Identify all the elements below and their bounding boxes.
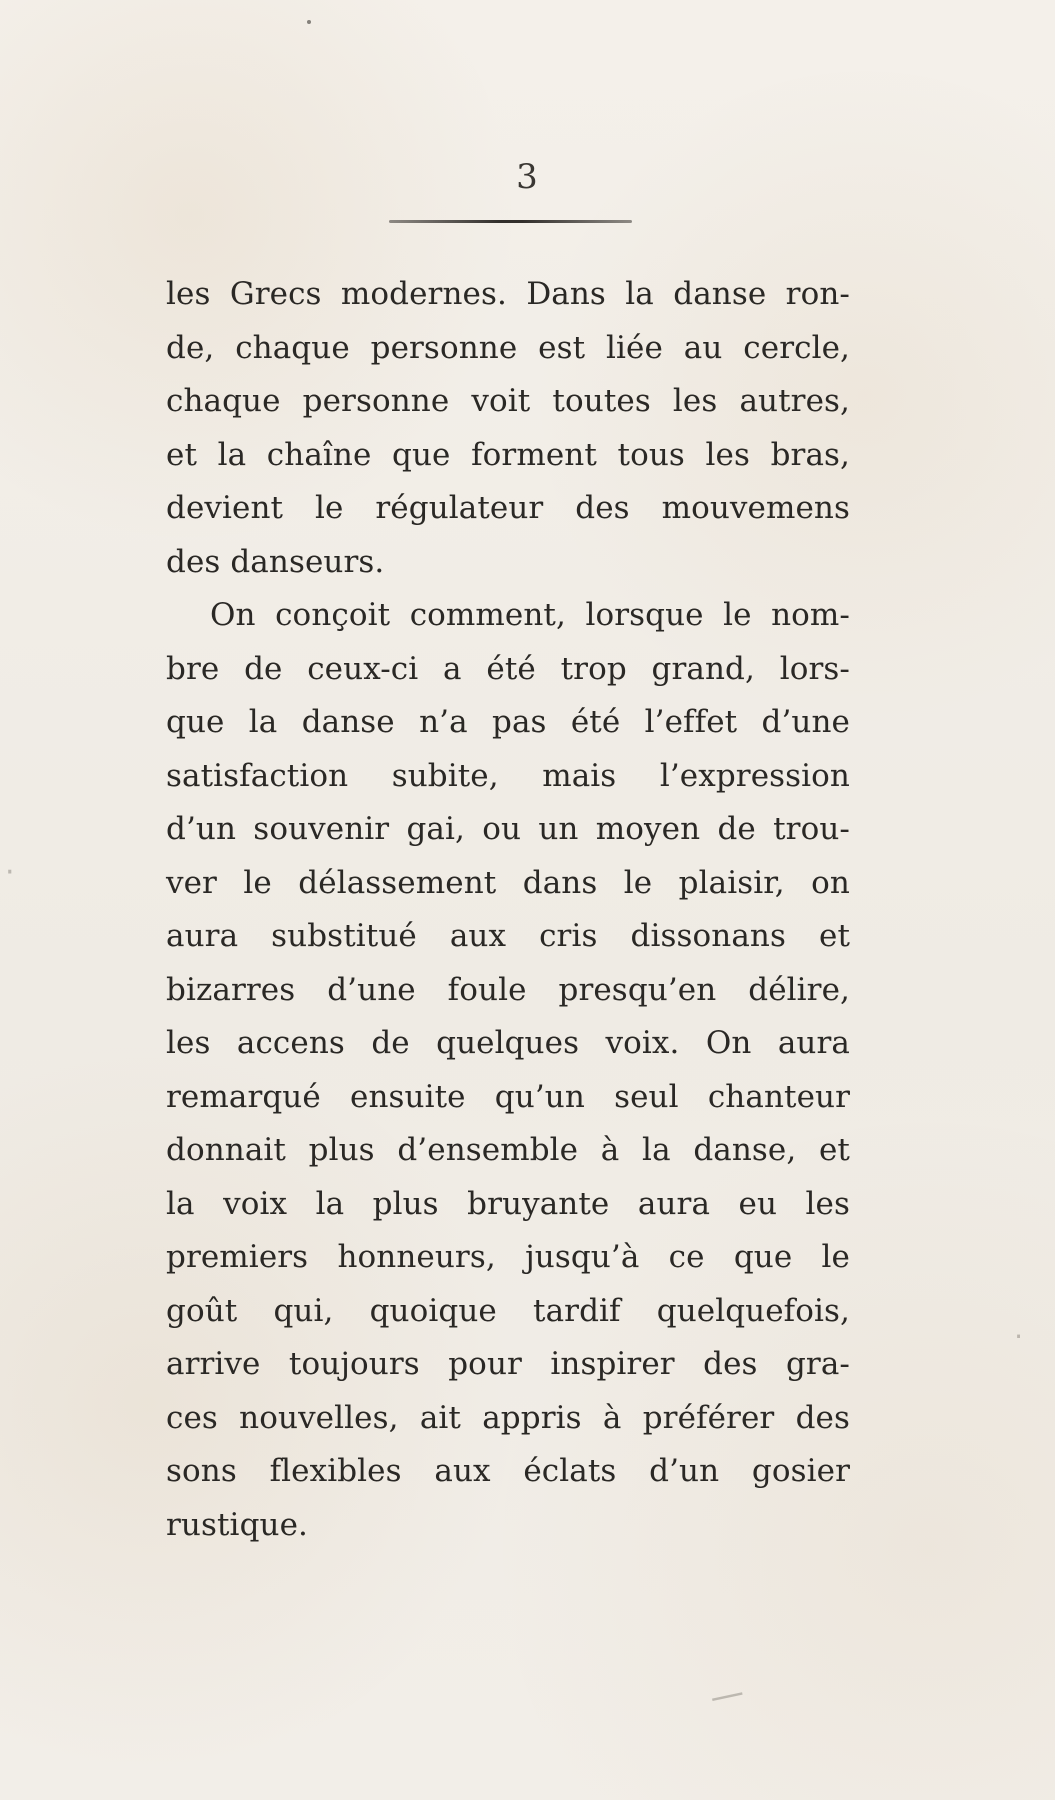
text-line: arrive toujours pour inspirer des gra- <box>166 1346 850 1382</box>
text-line: la voix la plus bruyante aura eu les <box>166 1185 850 1222</box>
text-line: d’un souvenir gai, ou un moyen de trou- <box>166 811 850 847</box>
text-line: de, chaque personne est liée au cercle, <box>166 329 850 366</box>
text-line: ver le délassement dans le plaisir, on <box>166 864 850 901</box>
text-line: goût qui, quoique tardif quelquefois, <box>166 1292 850 1329</box>
paper-mark-left: · <box>5 855 15 890</box>
page-text <box>166 268 850 1552</box>
paper-mark-right: · <box>1014 1320 1023 1353</box>
text-line: On conçoit comment, lorsque le nom- <box>210 597 850 633</box>
text-line: devient le régulateur des mouvemens <box>166 490 850 526</box>
text-line: rustique. <box>166 1506 308 1543</box>
text-line: remarqué ensuite qu’un seul chanteur <box>166 1078 850 1115</box>
text-line: des danseurs. <box>166 543 385 580</box>
text-line: premiers honneurs, jusqu’à ce que le <box>166 1239 850 1275</box>
page-number: 3 <box>516 157 539 197</box>
text-line: satisfaction subite, mais l’expression <box>166 757 850 794</box>
top-mark <box>307 20 311 24</box>
text-line: donnait plus d’ensemble à la danse, et <box>166 1132 850 1168</box>
paper-mark-bottom: — <box>706 1671 748 1719</box>
text-line: et la chaîne que forment tous les bras, <box>166 436 850 473</box>
text-line: bre de ceux-ci a été trop grand, lors- <box>166 650 850 687</box>
text-line: bizarres d’une foule presqu’en délire, <box>166 971 850 1008</box>
text-line: aura substitué aux cris dissonans et <box>166 918 850 954</box>
text-line: chaque personne voit toutes les autres, <box>166 383 850 419</box>
text-line: ces nouvelles, ait appris à préférer des <box>166 1399 850 1436</box>
text-line: que la danse n’a pas été l’effet d’une <box>166 704 850 740</box>
text-line: les accens de quelques voix. On aura <box>166 1025 850 1061</box>
page-rule <box>389 220 632 223</box>
text-line: sons flexibles aux éclats d’un gosier <box>166 1453 850 1489</box>
text-line: les Grecs modernes. Dans la danse ron- <box>166 276 850 312</box>
